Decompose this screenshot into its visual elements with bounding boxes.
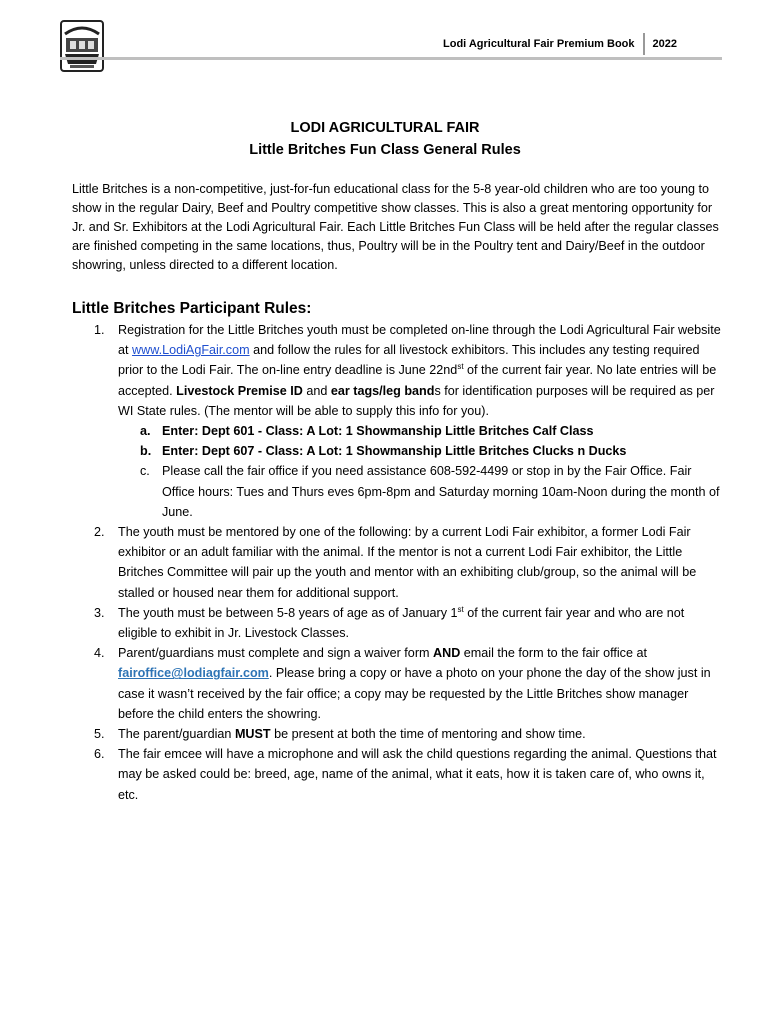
rule-number: 4.: [94, 646, 105, 661]
bold-text: Livestock Premise ID: [176, 383, 303, 398]
rule-text: The parent/guardian: [118, 727, 235, 742]
sub-number: a.: [140, 424, 151, 439]
rule-text: The youth must be between 5-8 years of age as of January 1: [118, 605, 458, 620]
sub-list: [118, 421, 722, 522]
sub-item-b: [118, 441, 722, 461]
rule-item-6: [72, 744, 722, 805]
fair-office-email-link[interactable]: fairoffice@lodiagfair.com: [118, 666, 269, 681]
superscript: st: [457, 604, 464, 614]
sub-text: Please call the fair office if you need assistance 608-592-4499 or stop in by the Fair Office. Fair Office hours: Tues and Thurs eves 6pm-8pm and Saturday morning 10am-Noon during the month of June.: [162, 464, 720, 519]
rule-text: The fair emcee will have a microphone and will ask the child questions regarding the animal. Questions that may be asked could be: breed, age, name of the animal, what it eats, how it is taken care of, who owns it, etc.: [118, 747, 717, 802]
header-year: 2022: [652, 38, 677, 50]
rule-text: be present at both the time of mentoring and show time.: [270, 727, 586, 742]
bold-text: AND: [433, 646, 461, 661]
rule-text: s for identification purposes will be required as per WI State rules. (The mentor will be able to supply this info for you).: [118, 383, 715, 418]
rule-text: Parent/guardians must complete and sign a waiver form: [118, 646, 433, 661]
rule-number: 2.: [94, 525, 105, 540]
header-rule: [60, 57, 722, 60]
bold-text: MUST: [234, 727, 271, 742]
rule-item-2: [72, 522, 722, 603]
rules-list: [72, 320, 722, 805]
intro-paragraph: Little Britches is a non-competitive, just-for-fun educational class for the 5-8 year-old children who are too young to show in the regular Dairy, Beef and Poultry competitive show classes. This is also a great mentoring opportunity for Jr. and Sr. Exhibitors at the Lodi Agricultural Fair. Each Little Britches Fun Class will be held after the regular classes are finished competing in the same locations, thus, Poultry will be in the Poultry tent and Dairy/Beef in the outdoor showring, unless directed to a different location.: [72, 182, 719, 272]
rule-text: Registration for the Little Britches youth must be completed on-line through the Lodi Agricultural Fair website at: [118, 323, 721, 358]
rule-text: of the current fair year and who are not eligible to exhibit in Jr. Livestock Classes.: [118, 605, 685, 641]
document-title: [0, 117, 770, 161]
rule-item-4: [72, 643, 722, 724]
sub-number: b.: [140, 444, 152, 459]
rule-number: 1.: [94, 323, 105, 337]
sub-number: c.: [140, 464, 150, 479]
rule-text: The youth must be mentored by one of the following: by a current Lodi Fair exhibitor, a former Lodi Fair exhibitor or an adult familiar with the animal. If the mentor is not a current Lodi Fair exhibitor, the Little Britches Committee will pair up the youth and mentor with an exhibiting club/group, so the animal will be stalled or housed near them for additional support.: [118, 525, 697, 600]
rule-text: email the form to the fair office at: [460, 646, 647, 661]
superscript: st: [457, 362, 464, 372]
header-book-title: Lodi Agricultural Fair Premium Book: [443, 38, 635, 50]
sub-item-c: [118, 461, 722, 522]
fair-logo: [60, 20, 104, 72]
page-header: [443, 33, 677, 55]
rule-item-1: [72, 320, 722, 522]
rule-text: . Please bring a copy or have a photo on your phone the day of the show just in case it wasn’t received by the fair office; a copy may be requested by the Little Britches show manager before the child enters the showring.: [118, 666, 711, 721]
rule-text: and: [302, 383, 331, 398]
section-heading: Little Britches Participant Rules:: [72, 300, 312, 317]
bold-text: ear tags/leg band: [330, 383, 435, 398]
title-line-1: LODI AGRICULTURAL FAIR: [290, 120, 480, 136]
fair-website-link[interactable]: www.LodiAgFair.com: [132, 343, 250, 358]
sub-item-a: [118, 421, 722, 441]
title-line-2: Little Britches Fun Class General Rules: [249, 142, 521, 158]
rule-item-5: [72, 724, 722, 744]
sub-text: Enter: Dept 607 - Class: A Lot: 1 Showmanship Little Britches Clucks n Ducks: [162, 444, 627, 459]
rule-number: 5.: [94, 727, 105, 742]
rule-item-3: [72, 603, 722, 643]
rule-text: of the current fair year. No late entries will be accepted.: [118, 363, 717, 398]
rule-text: and follow the rules for all livestock exhibitors. This includes any testing required prior to the Lodi Fair. The on-line entry deadline is June 22nd: [118, 343, 700, 378]
rule-number: 3.: [94, 605, 105, 620]
rule-number: 6.: [94, 747, 105, 762]
header-divider: [643, 33, 645, 55]
sub-text: Enter: Dept 601 - Class: A Lot: 1 Showmanship Little Britches Calf Class: [162, 424, 594, 439]
